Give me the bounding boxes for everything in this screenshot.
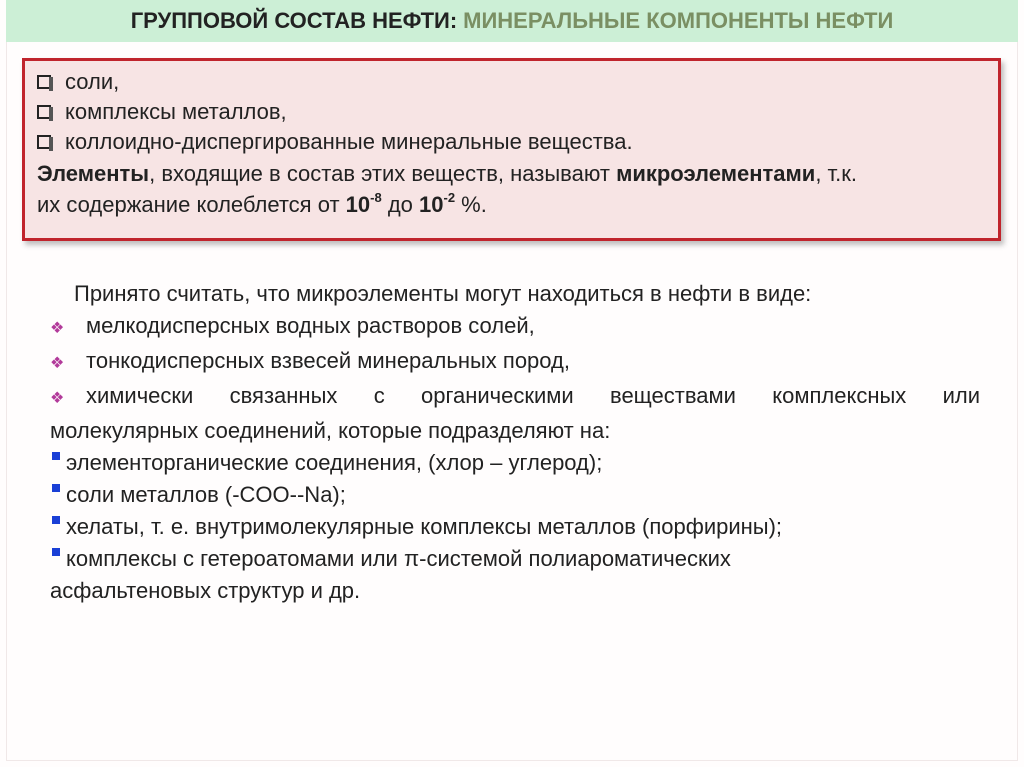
value-max: $10^{-2}$ <box>419 189 456 217</box>
box-item <box>35 67 984 97</box>
square-item-text: элементорганические соединения, (хлор – углерод); <box>66 450 603 475</box>
square-bullet-icon <box>52 484 60 492</box>
diamond-item <box>50 380 980 415</box>
term-microelements: микроэлементами <box>616 161 816 186</box>
title-bar <box>6 0 1018 42</box>
square-item-text: хелаты, т. е. внутримолекулярные комплексы металлов (порфирины); <box>66 514 783 539</box>
square-item-text: соли металлов (-COO--Na); <box>66 482 346 507</box>
square-item <box>50 479 980 511</box>
para-text: , входящие в состав этих веществ, называют <box>149 161 617 186</box>
box-item <box>35 97 984 127</box>
para-text: %. <box>455 192 487 217</box>
four-diamond-bullet-icon: ❖ <box>50 320 63 337</box>
checkbox-bullet-icon <box>37 75 51 89</box>
para-text: их содержание колеблется от <box>37 192 346 217</box>
diamond-item <box>50 310 980 345</box>
box-item <box>35 127 984 157</box>
diamond-item-text: мелкодисперсных водных растворов солей, <box>86 313 535 338</box>
square-bullet-icon <box>52 548 60 556</box>
para-text: , т.к. <box>815 161 858 186</box>
title-accent: МИНЕРАЛЬНЫЕ КОМПОНЕНТЫ НЕФТИ <box>463 8 894 33</box>
main-text <box>50 278 980 607</box>
checkbox-bullet-icon <box>37 105 51 119</box>
title-main: ГРУППОВОЙ СОСТАВ НЕФТИ: <box>130 8 458 33</box>
term-elements: Элементы <box>37 161 150 186</box>
square-item-continuation: асфальтеновых структур и др. <box>50 578 361 603</box>
checkbox-bullet-icon <box>37 135 51 149</box>
box-paragraph <box>35 158 984 220</box>
square-item <box>50 447 980 479</box>
square-item <box>50 511 980 543</box>
diamond-item-text: тонкодисперсных взвесей минеральных пород, <box>86 348 570 373</box>
highlight-box <box>22 58 1001 241</box>
square-item-text: комплексы с гетероатомами или π-системой полиароматических <box>66 546 731 571</box>
square-item <box>50 543 980 575</box>
para-text: до <box>381 192 419 217</box>
diamond-item-continuation: молекулярных соединений, которые подразделяют на: <box>50 418 611 443</box>
box-item-text: соли, <box>65 69 120 94</box>
box-item-text: комплексы металлов, <box>65 99 287 124</box>
square-bullet-icon <box>52 516 60 524</box>
square-bullet-icon <box>52 452 60 460</box>
four-diamond-bullet-icon: ❖ <box>50 390 63 407</box>
diamond-item-text: химически связанных с органическими веществами комплексных или <box>86 383 980 408</box>
value-min: $10^{-8}$ <box>345 189 382 217</box>
diamond-item <box>50 345 980 380</box>
intro-text: Принято считать, что микроэлементы могут находиться в нефти в виде: <box>74 281 812 306</box>
box-item-text: коллоидно-диспергированные минеральные вещества. <box>65 129 633 154</box>
four-diamond-bullet-icon: ❖ <box>50 355 63 372</box>
